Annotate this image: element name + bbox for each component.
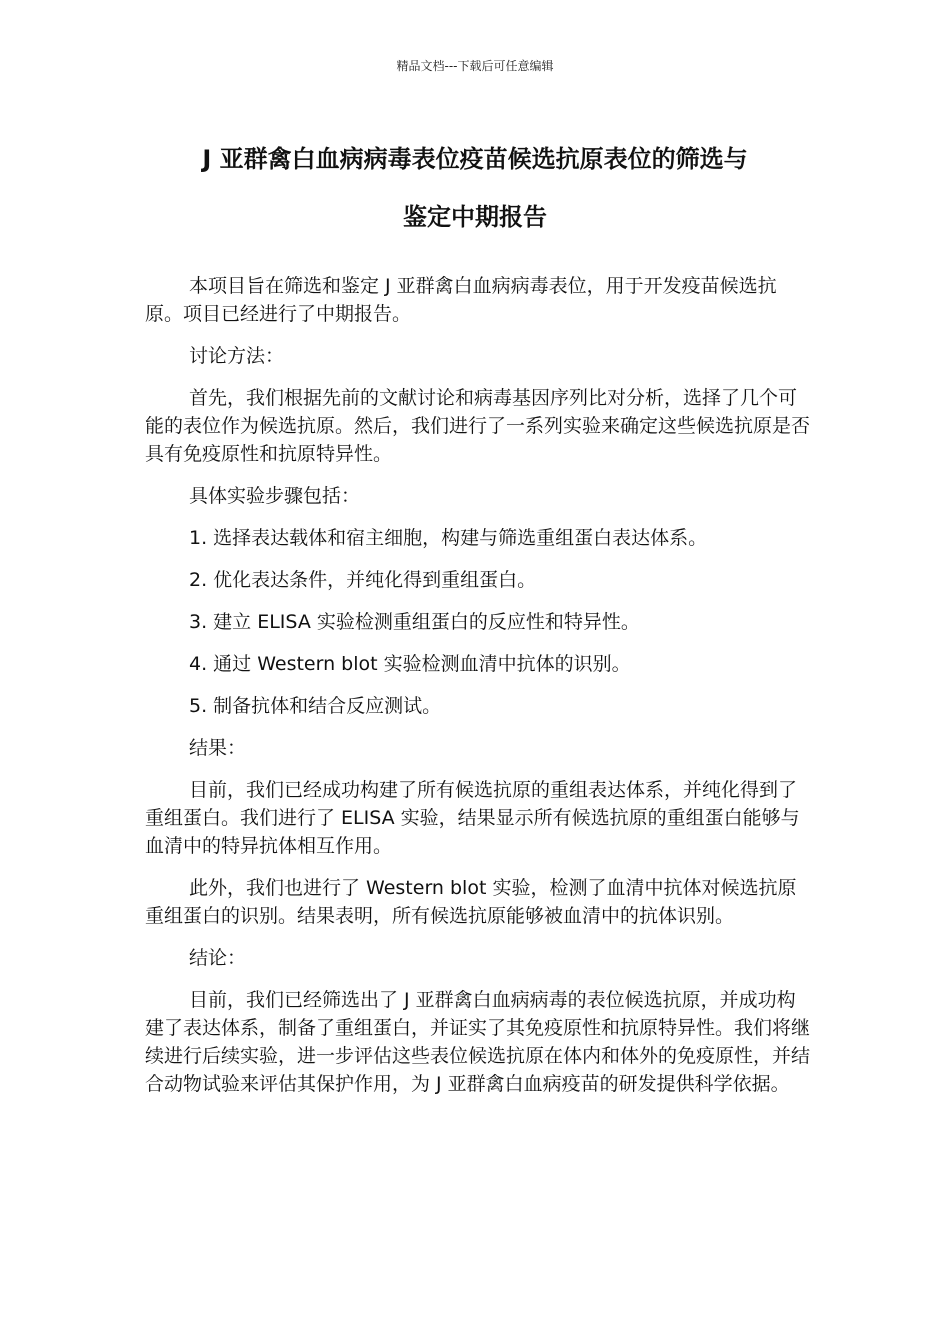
step-item-3: 3. 建立 ELISA 实验检测重组蛋白的反应性和特异性。 xyxy=(189,611,640,633)
title-line-2: 鉴定中期报告 xyxy=(403,203,547,231)
step-item-2: 2. 优化表达条件，并纯化得到重组蛋白。 xyxy=(189,569,537,591)
document-body xyxy=(145,272,810,1112)
steps-heading: 具体实验步骤包括： xyxy=(189,485,361,507)
intro-paragraph: 本项目旨在筛选和鉴定 J 亚群禽白血病病毒表位，用于开发疫苗候选抗原。项目已经进行了中期报告。 xyxy=(145,275,777,325)
document-title xyxy=(135,130,815,246)
step-item-1: 1. 选择表达载体和宿主细胞，构建与筛选重组蛋白表达体系。 xyxy=(189,527,708,549)
results-heading: 结果： xyxy=(189,737,247,759)
results-paragraph-2: 此外，我们也进行了 Western blot 实验，检测了血清中抗体对候选抗原重组蛋白的识别。结果表明，所有候选抗原能够被血清中的抗体识别。 xyxy=(145,877,797,927)
title-line-1: J 亚群禽白血病病毒表位疫苗候选抗原表位的筛选与 xyxy=(202,145,748,173)
results-paragraph-1: 目前，我们已经成功构建了所有候选抗原的重组表达体系，并纯化得到了重组蛋白。我们进行了 ELISA 实验，结果显示所有候选抗原的重组蛋白能够与血清中的特异抗体相互作用。 xyxy=(145,779,800,857)
discussion-paragraph: 首先，我们根据先前的文献讨论和病毒基因序列比对分析，选择了几个可能的表位作为候选抗原。然后，我们进行了一系列实验来确定这些候选抗原是否具有免疫原性和抗原特异性。 xyxy=(145,387,811,465)
conclusion-heading: 结论： xyxy=(189,947,247,969)
step-item-4: 4. 通过 Western blot 实验检测血清中抗体的识别。 xyxy=(189,653,631,675)
header-note: 精品文档---下载后可任意编辑 xyxy=(396,59,554,73)
conclusion-paragraph: 目前，我们已经筛选出了 J 亚群禽白血病病毒的表位候选抗原，并成功构建了表达体系，制备了重组蛋白，并证实了其免疫原性和抗原特异性。我们将继续进行后续实验，进一步评估这些表位候选抗原在体内和体外的免疫原性，并结合动物试验来评估其保护作用，为 J 亚群禽白血病疫苗的研发提供科学依据。 xyxy=(145,989,811,1095)
step-item-5: 5. 制备抗体和结合反应测试。 xyxy=(189,695,442,717)
discussion-heading: 讨论方法： xyxy=(189,345,285,367)
